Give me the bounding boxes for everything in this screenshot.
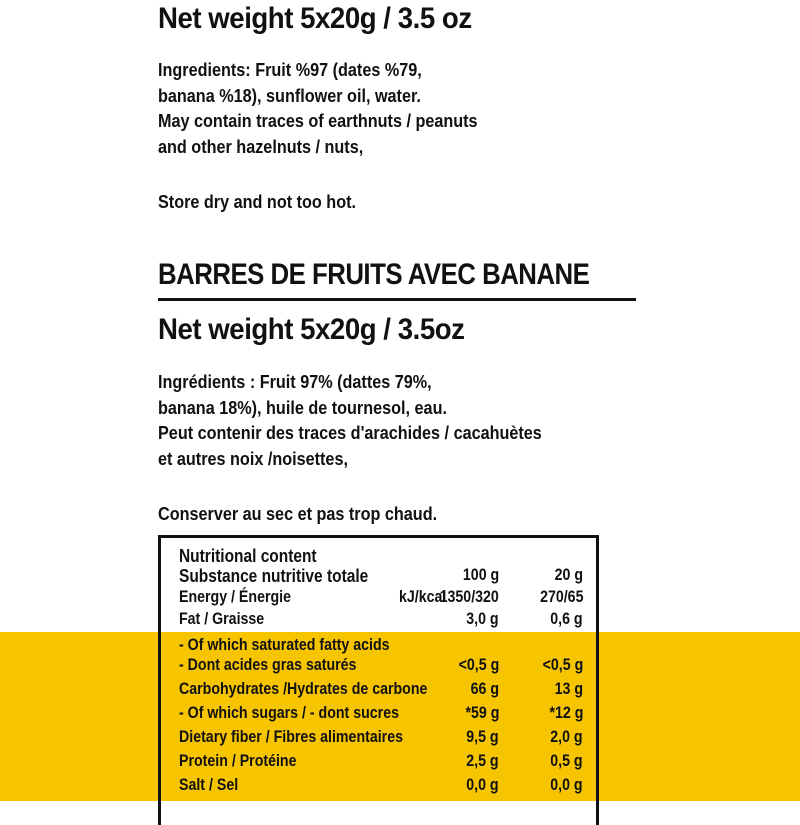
nutrition-heading-fr-row: [179, 566, 589, 590]
product-title-fr: BARRES DE FRUITS AVEC BANANE: [158, 258, 590, 291]
column-header-100g: 100 g: [462, 566, 499, 584]
ingredients-fr: [158, 370, 542, 472]
row-label: Carbohydrates /Hydrates de carbone: [179, 680, 428, 698]
row-value-20g: 0,0 g: [550, 776, 583, 794]
ingredients-en-line: Ingredients: Fruit %97 (dates %79,: [158, 60, 422, 80]
row-value-20g: <0,5 g: [542, 656, 583, 674]
storage-fr-text: Conserver au sec et pas trop chaud.: [158, 504, 438, 524]
row-value-20g: 2,0 g: [550, 728, 583, 746]
ingredients-en-line: and other hazelnuts / nuts,: [158, 136, 364, 157]
net-weight-fr: Net weight 5x20g / 3.5oz: [158, 313, 465, 346]
table-row: [179, 704, 589, 728]
row-value-100g: 9,5 g: [466, 728, 499, 746]
nutrition-heading-fr: Substance nutritive totale: [179, 566, 369, 586]
column-header-20g: 20 g: [554, 566, 583, 584]
row-value-100g: 3,0 g: [466, 610, 499, 628]
row-value-20g: 0,6 g: [550, 610, 583, 628]
ingredients-fr-line: Peut contenir des traces d'arachides / cacahuètes: [158, 423, 542, 443]
row-value-100g: <0,5 g: [458, 656, 499, 674]
row-unit: kJ/kcal: [399, 588, 447, 606]
table-row: [179, 610, 589, 634]
nutrition-table: [158, 535, 599, 825]
ingredients-en-line: banana %18), sunflower oil, water.: [158, 85, 421, 106]
row-value-20g: 0,5 g: [550, 752, 583, 770]
storage-en: [158, 190, 356, 216]
row-value-20g: 13 g: [554, 680, 583, 698]
row-label: - Dont acides gras saturés: [179, 656, 357, 674]
row-label: Dietary fiber / Fibres alimentaires: [179, 728, 403, 746]
row-label: Protein / Protéine: [179, 752, 297, 770]
storage-fr: [158, 502, 437, 528]
row-label: - Of which sugars / - dont sucres: [179, 704, 399, 722]
table-row: [179, 728, 589, 752]
table-row: [179, 752, 589, 776]
nutrition-heading-en: Nutritional content: [179, 546, 317, 566]
storage-en-text: Store dry and not too hot.: [158, 192, 356, 212]
row-label: - Of which saturated fatty acids: [179, 636, 390, 654]
row-label: Salt / Sel: [179, 776, 239, 794]
row-value-20g: *12 g: [549, 704, 583, 722]
table-row: [179, 656, 589, 680]
row-label: Fat / Graisse: [179, 610, 265, 628]
row-value-100g: 0,0 g: [466, 776, 499, 794]
ingredients-en-line: May contain traces of earthnuts / peanuts: [158, 111, 478, 131]
ingredients-fr-line: Ingrédients : Fruit 97% (dattes 79%,: [158, 372, 432, 392]
ingredients-fr-line: et autres noix /noisettes,: [158, 448, 348, 469]
ingredients-fr-line: banana 18%), huile de tournesol, eau.: [158, 397, 447, 418]
ingredients-en: [158, 58, 478, 160]
net-weight-en: Net weight 5x20g / 3.5 oz: [158, 2, 472, 35]
row-value-100g: 2,5 g: [466, 752, 499, 770]
row-label: Energy / Énergie: [179, 588, 291, 606]
table-row: [179, 680, 589, 704]
title-underline: [158, 298, 636, 301]
row-value-100g: 1350/320: [439, 588, 499, 606]
row-value-20g: 270/65: [539, 588, 583, 606]
row-value-100g: 66 g: [470, 680, 499, 698]
row-value-100g: *59 g: [465, 704, 499, 722]
table-row: [179, 588, 589, 612]
table-row: [179, 776, 589, 800]
